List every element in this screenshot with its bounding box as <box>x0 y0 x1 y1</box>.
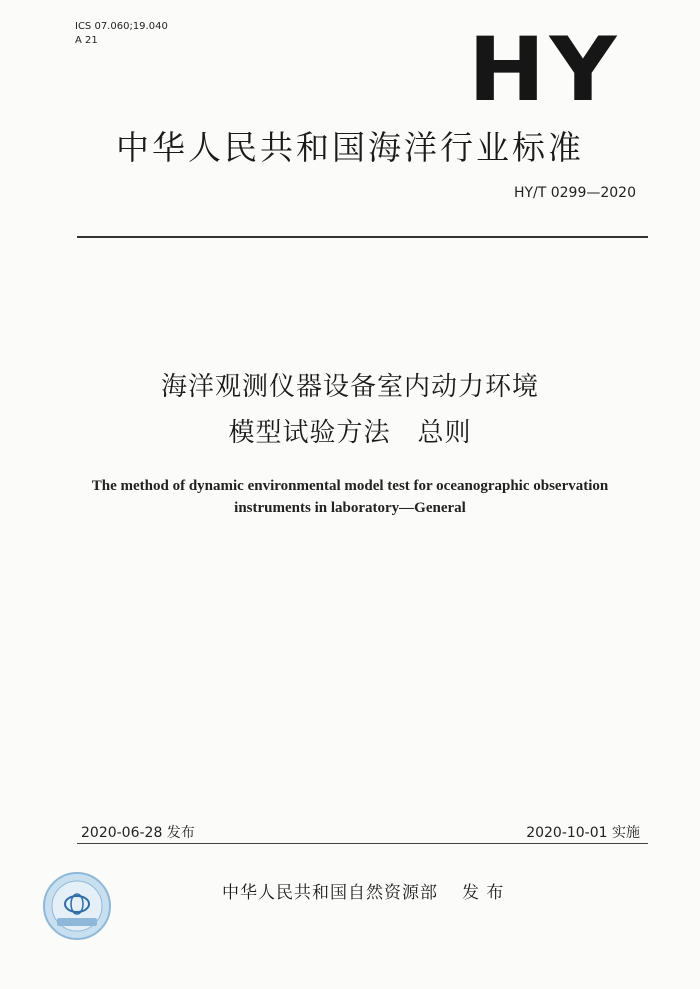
ccs-code: A 21 <box>75 35 98 46</box>
footer-divider <box>77 843 648 844</box>
implementation-date: 2020-10-01 实施 <box>526 825 640 841</box>
ics-code: ICS 07.060;19.040 <box>75 21 168 32</box>
publisher-name: 中华人民共和国自然资源部 <box>222 883 438 903</box>
issue-date: 2020-06-28 发布 <box>81 825 195 841</box>
hy-logo: HY <box>468 18 621 121</box>
chinese-title-line-1: 海洋观测仪器设备室内动力环境 <box>160 372 539 402</box>
standard-seal-icon <box>43 872 111 940</box>
standard-category-title: 中华人民共和国海洋行业标准 <box>116 128 584 167</box>
chinese-title-line-2: 模型试验方法 总则 <box>228 418 472 448</box>
english-title-line-2: instruments in laboratory—General <box>234 500 466 516</box>
publisher-line <box>222 878 504 903</box>
standard-number: HY/T 0299—2020 <box>513 185 636 201</box>
classification-codes <box>75 20 168 48</box>
english-title-line-1: The method of dynamic environmental model test for oceanographic observation <box>91 478 609 494</box>
header-divider <box>77 236 648 238</box>
publisher-action: 发 布 <box>462 883 505 903</box>
english-title <box>0 475 700 519</box>
